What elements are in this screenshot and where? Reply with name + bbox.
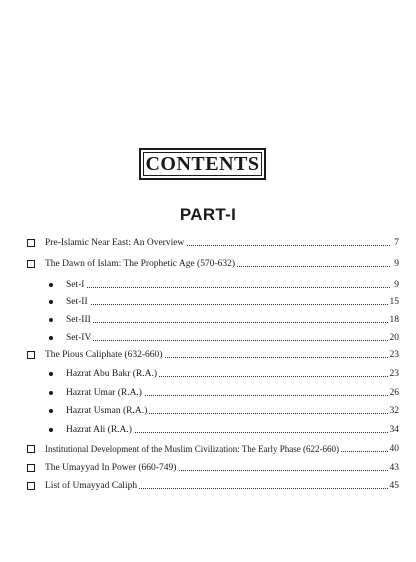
entry-label: Hazrat Abu Bakr (R.A.) (66, 366, 159, 382)
bullet-icon (49, 372, 53, 376)
entry-page-number: 9 (392, 277, 399, 293)
entry-label: List of Umayyad Caliph (45, 478, 139, 494)
entry-page-number: 9 (392, 256, 399, 272)
dot-leader (66, 340, 390, 341)
entry-page-number: 40 (388, 441, 400, 457)
toc-entry-abu-bakr (0, 366, 416, 382)
bullet-icon (49, 300, 53, 304)
toc-entry-set-ii (0, 294, 416, 310)
part-title: PART-I (179, 205, 237, 224)
entry-page-number: 23 (388, 347, 400, 363)
toc-entry-dawn-of-islam (0, 256, 416, 272)
dot-leader (66, 287, 390, 288)
toc-entry-pious-caliphate (0, 347, 416, 363)
entry-label: Set-I (66, 277, 86, 293)
toc-entry-ali (0, 422, 416, 438)
entry-label: The Dawn of Islam: The Prophetic Age (570-632) (45, 256, 237, 272)
entry-page-number: 34 (388, 422, 400, 438)
entry-page-number: 18 (388, 312, 400, 328)
checkbox-icon (27, 482, 35, 490)
entry-page-number: 43 (388, 460, 400, 476)
entry-page-number: 23 (388, 366, 400, 382)
bullet-icon (49, 409, 53, 413)
toc-entry-set-iv (0, 330, 416, 346)
toc-entry-set-i (0, 277, 416, 293)
entry-label: Pre-Islamic Near East: An Overview (45, 235, 186, 251)
bullet-icon (49, 336, 53, 340)
checkbox-icon (27, 351, 35, 359)
toc-entry-usman (0, 403, 416, 419)
checkbox-icon (27, 239, 35, 247)
entry-label: Hazrat Umar (R.A.) (66, 385, 144, 401)
bullet-icon (49, 391, 53, 395)
entry-label: Set-II (66, 294, 90, 310)
toc-entry-pre-islamic (0, 235, 416, 251)
entry-label: Hazrat Ali (R.A.) (66, 422, 134, 438)
entry-page-number: 45 (388, 478, 400, 494)
toc-entry-umayyad-caliph-list (0, 478, 416, 494)
entry-page-number: 7 (392, 235, 399, 251)
entry-page-number: 26 (388, 385, 400, 401)
toc-entry-set-iii (0, 312, 416, 328)
toc-entry-umayyad-in-power (0, 460, 416, 476)
dot-leader (66, 304, 390, 305)
checkbox-icon (27, 260, 35, 268)
checkbox-icon (27, 464, 35, 472)
dot-leader (66, 322, 390, 323)
entry-label: The Pious Caliphate (632-660) (45, 347, 164, 363)
entry-page-number: 20 (388, 330, 400, 346)
entry-label: Set-III (66, 312, 93, 328)
toc-entry-umar (0, 385, 416, 401)
entry-label: Institutional Development of the Muslim Civilization: The Early Phase (622-660) (45, 441, 341, 457)
bullet-icon (49, 283, 53, 287)
bullet-icon (49, 428, 53, 432)
entry-label: Hazrat Usman (R.A.) (66, 403, 149, 419)
entry-label: The Umayyad In Power (660-749) (45, 460, 178, 476)
entry-page-number: 15 (388, 294, 400, 310)
bullet-icon (49, 318, 53, 322)
contents-heading: CONTENTS (145, 152, 260, 175)
entry-page-number: 32 (388, 403, 400, 419)
checkbox-icon (27, 445, 35, 453)
entry-label: Set-IV (66, 330, 93, 346)
toc-entry-institutional-development (0, 441, 416, 457)
